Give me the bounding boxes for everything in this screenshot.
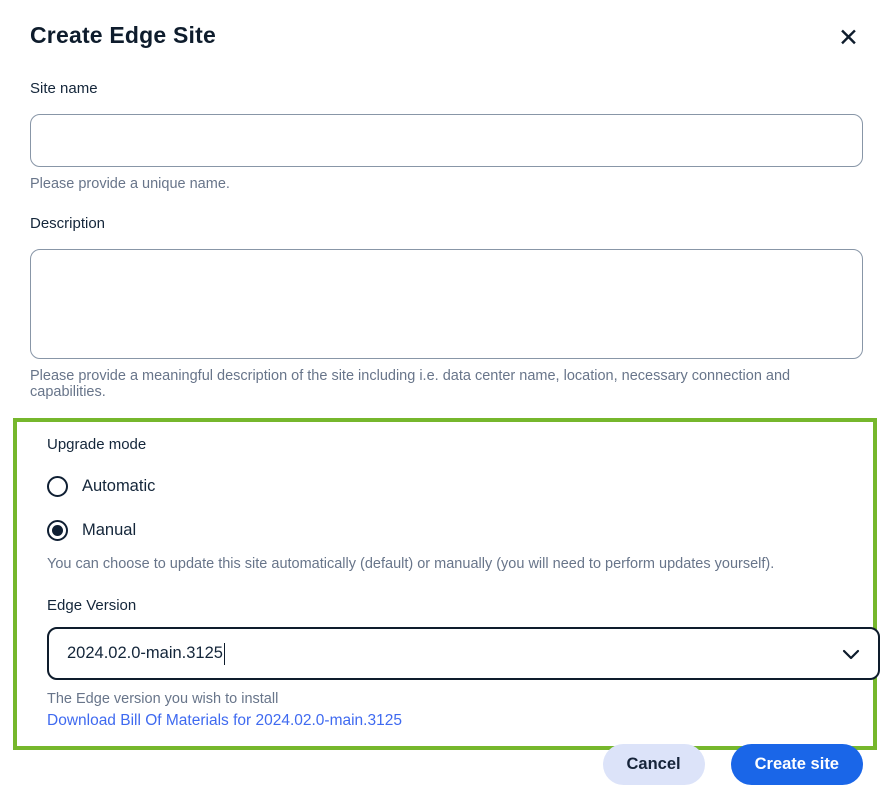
description-field [0, 215, 893, 400]
dialog-header [0, 22, 893, 53]
description-textarea[interactable] [30, 249, 863, 359]
dialog-title: Create Edge Site [30, 22, 216, 48]
radio-automatic-label: Automatic [82, 477, 156, 495]
site-name-input[interactable] [30, 114, 863, 167]
site-name-field [0, 80, 893, 192]
upgrade-mode-label: Upgrade mode [47, 436, 147, 453]
upgrade-mode-helper: You can choose to update this site automatically (default) or manually (you will need to perform updates yourself). [47, 556, 775, 572]
dialog-footer [603, 744, 864, 785]
download-bom-link[interactable]: Download Bill Of Materials for 2024.02.0-main.3125 [47, 712, 402, 729]
edge-version-select[interactable] [47, 627, 880, 680]
radio-checked-icon [47, 520, 68, 541]
chevron-down-icon [842, 648, 860, 660]
close-icon: ✕ [838, 24, 859, 52]
radio-unchecked-icon [47, 476, 68, 497]
description-helper: Please provide a meaningful description of the site including i.e. data center name, location, necessary connection and capabilities. [30, 368, 791, 400]
edge-version-helper: The Edge version you wish to install [47, 691, 279, 707]
radio-option-automatic[interactable] [47, 476, 856, 497]
edge-version-label: Edge Version [47, 597, 137, 614]
edge-version-value: 2024.02.0-main.3125 [67, 644, 223, 662]
text-caret [224, 643, 226, 665]
radio-option-manual[interactable] [47, 520, 856, 541]
site-name-helper: Please provide a unique name. [30, 176, 230, 192]
radio-manual-label: Manual [82, 521, 137, 539]
upgrade-highlight-section [13, 418, 877, 750]
create-site-button[interactable]: Create site [731, 744, 863, 785]
cancel-button[interactable]: Cancel [603, 744, 705, 785]
close-button[interactable] [836, 24, 861, 53]
description-label: Description [30, 215, 106, 232]
site-name-label: Site name [30, 80, 98, 97]
